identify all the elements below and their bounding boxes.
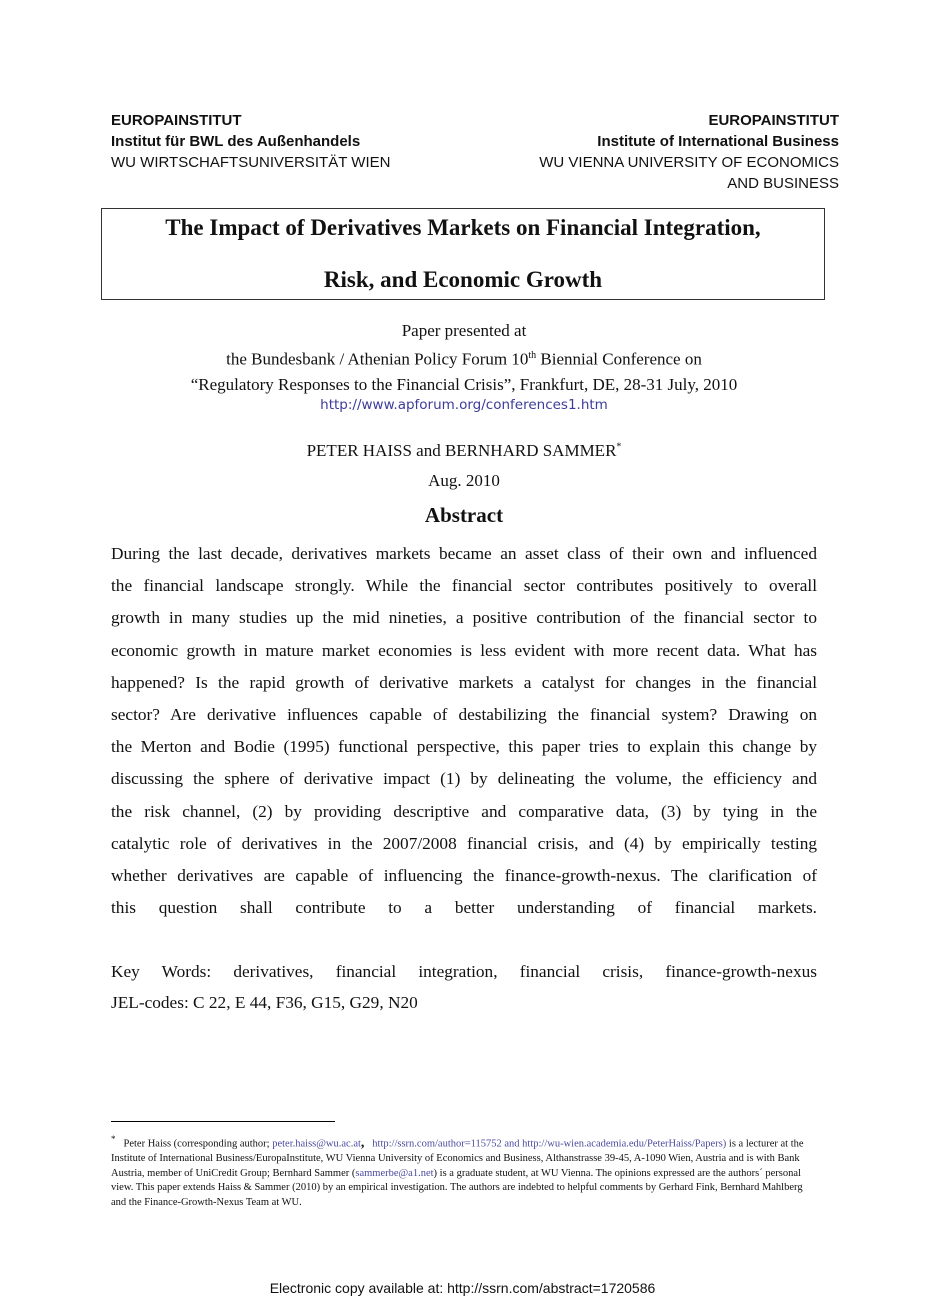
abstract-body (111, 538, 817, 924)
email-link-haiss[interactable]: peter.haiss@wu.ac.at (272, 1138, 361, 1150)
title-line1: The Impact of Derivatives Markets on Financial Integration, (165, 215, 761, 240)
abstract-line: growth in many studies up the mid nineties, a positive contribution of the financial sector to (111, 608, 817, 628)
keywords: Key Words: derivatives, financial integration, financial crisis, finance-growth-nexus (111, 962, 817, 981)
header-right-line1: EUROPAINSTITUT (708, 112, 839, 129)
email-link-sammer[interactable]: sammerbe@a1.net (355, 1167, 434, 1179)
abstract-heading: Abstract (424, 503, 504, 527)
presentation-info (111, 318, 817, 397)
ordinal-suffix: th (528, 350, 537, 361)
footnote-text-1: Peter Haiss (corresponding author; (123, 1138, 273, 1150)
header-right-line3: WU VIENNA UNIVERSITY OF ECONOMICS (539, 154, 839, 171)
presented-line2-text: the Bundesbank / Athenian Policy Forum 10 (226, 349, 529, 369)
abstract-line: discussing the sphere of derivative impact (1) by delineating the volume, the efficiency and (111, 769, 817, 789)
presented-line2-rest: Biennial Conference on (536, 349, 702, 369)
footnote-text-2: is a lecturer at the Institute of International Business/EuropaInstitute, WU Vienna University of Economics and Business, Althanstrasse 39-45, A-1090 Wien, Austria and is with Bank Austria, member of UniCredit Group; Bernhard Sammer ( (111, 1138, 804, 1179)
abstract-line: whether derivatives are capable of influencing the finance-growth-nexus. The clarification of (111, 865, 817, 885)
abstract-line: this question shall contribute to a better understanding of financial markets. (111, 898, 817, 918)
title-line2: Risk, and Economic Growth (323, 267, 603, 292)
header-right-line2: Institute of International Business (597, 133, 839, 150)
abstract-line: economic growth in mature market economies is less evident with more recent data. What has (111, 640, 817, 660)
header-left-line3: WU WIRTSCHAFTSUNIVERSITÄT WIEN (111, 154, 391, 171)
header-right-line4: AND BUSINESS (727, 175, 839, 192)
abstract-line: the risk channel, (2) by providing descriptive and comparative data, (3) by tying in the (111, 801, 817, 821)
footnote-separator: , (360, 1135, 365, 1151)
footnote (111, 1132, 817, 1210)
footnote-mark: * (111, 1134, 116, 1144)
header-left-line2: Institut für BWL des Außenhandels (111, 133, 361, 150)
abstract-line: the financial landscape strongly. While the financial sector contributes positively to overall (111, 576, 817, 596)
abstract-line: sector? Are derivative influences capable of destabilizing the financial system? Drawing on (111, 704, 817, 724)
page-footer: Electronic copy available at: http://ssrn.com/abstract=1720586 (269, 1280, 656, 1296)
header-left (111, 110, 491, 173)
abstract-line: During the last decade, derivatives markets became an asset class of their own and influenced (111, 544, 817, 563)
authors (111, 441, 817, 461)
header-left-line1: EUROPAINSTITUT (111, 112, 242, 129)
conference-url-link[interactable]: http://www.apforum.org/conferences1.htm (320, 397, 608, 413)
abstract-line: the Merton and Bodie (1995) functional perspective, this paper tries to explain this change by (111, 737, 817, 757)
paper-date: Aug. 2010 (428, 471, 500, 490)
footnote-divider (111, 1121, 335, 1122)
author-footnote-mark: * (616, 441, 622, 453)
title-box (101, 208, 825, 300)
header-right (459, 110, 839, 194)
presented-line3: “Regulatory Responses to the Financial Crisis”, Frankfurt, DE, 28-31 July, 2010 (190, 374, 738, 394)
jel-codes: JEL-codes: C 22, E 44, F36, G15, G29, N20 (111, 993, 418, 1012)
author-profile-links[interactable]: http://ssrn.com/author=115752 and http://wu-wien.academia.edu/PeterHaiss/Papers) (372, 1138, 727, 1150)
abstract-line: happened? Is the rapid growth of derivative markets a catalyst for changes in the financial (111, 672, 817, 692)
footnote-text-3: ) is a graduate student, at WU Vienna. The opinions expressed are the authors´ personal view. This paper extends Haiss & Sammer (2010) by an empirical investigation. The authors are indebted to helpful comments by Gerhard Fink, Bernhard Mahlberg and the Finance-Growth-Nexus Team at WU. (111, 1167, 803, 1208)
author-names: PETER HAISS and BERNHARD SAMMER (306, 441, 617, 460)
presented-line2 (111, 343, 817, 372)
presented-line1: Paper presented at (401, 321, 527, 340)
abstract-line: catalytic role of derivatives in the 2007/2008 financial crisis, and (4) by empirically testing (111, 833, 817, 853)
